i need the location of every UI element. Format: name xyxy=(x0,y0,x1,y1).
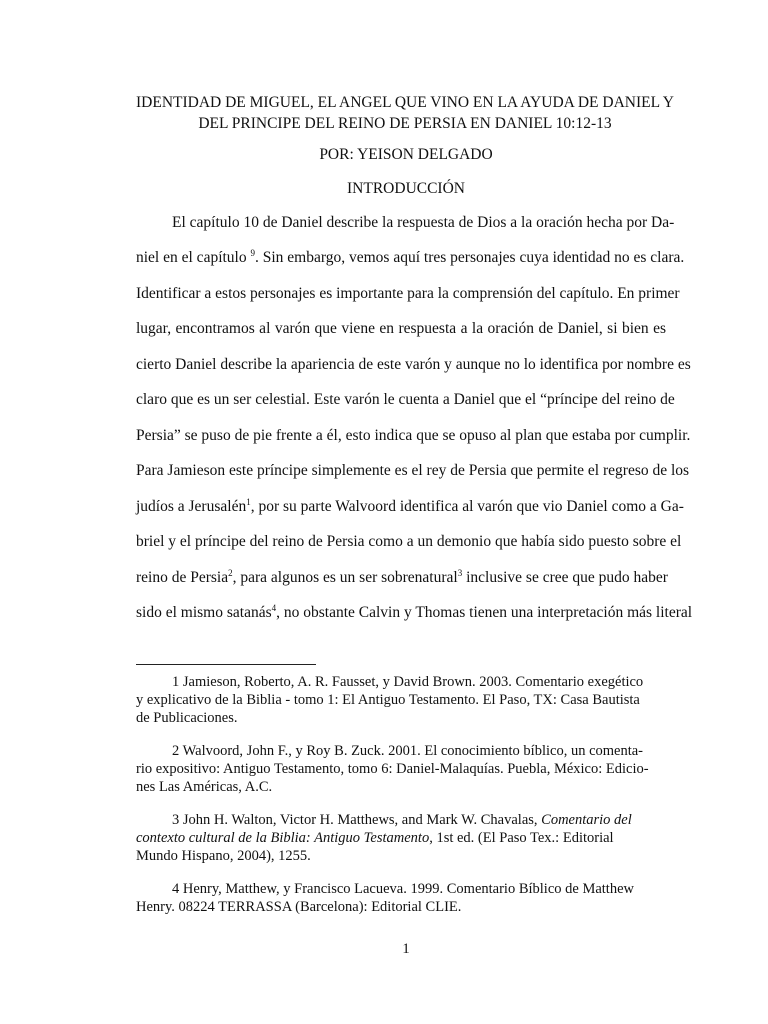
footnote-2 xyxy=(136,742,666,796)
body-line: El capítulo 10 de Daniel describe la respuesta de Dios a la oración hecha por Da- xyxy=(172,214,675,231)
footnote-text: 1 Jamieson, Roberto, A. R. Fausset, y David Brown. 2003. Comentario exegético xyxy=(172,674,644,690)
body-text: , para algunos es un ser sobrenatural xyxy=(232,569,458,586)
footnote-text: Henry. 08224 TERRASSA (Barcelona): Editorial CLIE. xyxy=(136,899,462,915)
title-line: DEL PRINCIPE DEL REINO DE PERSIA EN DANIEL 10:12-13 xyxy=(198,115,612,132)
footnote-text: Mundo Hispano, 2004), 1255. xyxy=(136,848,311,864)
body-line: Persia” se puso de pie frente a él, esto indica que se opuso al plan que estaba por cumplir. xyxy=(136,427,691,444)
footnote-ref: 2 xyxy=(228,568,233,578)
footnote-text: rio expositivo: Antiguo Testamento, tomo 6: Daniel-Malaquías. Puebla, México: Edicio- xyxy=(136,761,649,777)
body-line xyxy=(136,496,684,517)
footnote-separator xyxy=(136,664,316,665)
body-text: niel en el capítulo xyxy=(136,249,251,266)
body-line: briel y el príncipe del reino de Persia como a un demonio que había sido puesto sobre el xyxy=(136,533,682,550)
footnote-text: 4 Henry, Matthew, y Francisco Lacueva. 1999. Comentario Bíblico de Matthew xyxy=(172,881,634,897)
body-line xyxy=(136,247,685,268)
body-line xyxy=(136,602,693,623)
body-line: lugar, encontramos al varón que viene en respuesta a la oración de Daniel, si bien es xyxy=(136,320,666,337)
body-text: , por su parte Walvoord identifica al varón que vio Daniel como a Ga- xyxy=(250,498,684,515)
body-text: inclusive se cree que pudo haber xyxy=(462,569,668,586)
footnote-text: de Publicaciones. xyxy=(136,710,238,726)
body-text: . Sin embargo, vemos aquí tres personajes cuya identidad no es clara. xyxy=(255,249,685,266)
title-line: IDENTIDAD DE MIGUEL, EL ANGEL QUE VINO EN LA AYUDA DE DANIEL Y xyxy=(136,94,674,111)
document-title xyxy=(130,92,680,134)
footnote-italic: Comentario del xyxy=(541,812,632,828)
footnote-ref: 1 xyxy=(246,497,251,507)
footnote-1 xyxy=(136,673,666,727)
body-text: , no obstante Calvin y Thomas tienen una interpretación más literal xyxy=(276,604,693,621)
footnote-text: nes Las Américas, A.C. xyxy=(136,779,273,795)
body-line: claro que es un ser celestial. Este varón le cuenta a Daniel que el “príncipe del reino de xyxy=(136,391,675,408)
body-line xyxy=(136,567,666,588)
author-line: POR: YEISON DELGADO xyxy=(319,146,493,163)
page-number: 1 xyxy=(402,941,410,957)
section-heading: INTRODUCCIÓN xyxy=(347,180,465,197)
body-line: Identificar a estos personajes es importante para la comprensión del capítulo. En primer xyxy=(136,285,680,302)
body-line: cierto Daniel describe la apariencia de este varón y aunque no lo identifica por nombre es xyxy=(136,356,691,373)
footnote-4 xyxy=(136,880,666,916)
footnote-italic: contexto cultural de la Biblia: Antiguo Testamento xyxy=(136,830,430,846)
body-text: sido el mismo satanás xyxy=(136,604,272,621)
footnote-text: 2 Walvoord, John F., y Roy B. Zuck. 2001. El conocimiento bíblico, un comenta- xyxy=(172,743,644,759)
footnote-text: , 1st ed. (El Paso Tex.: Editorial xyxy=(429,830,614,846)
footnote-ref: 4 xyxy=(271,603,277,613)
footnote-3 xyxy=(136,811,666,865)
body-text: reino de Persia xyxy=(136,569,229,586)
footnote-ref: 9 xyxy=(250,248,255,258)
footnote-text: 3 John H. Walton, Victor H. Matthews, and Mark W. Chavalas, xyxy=(172,812,542,828)
footnote-ref: 3 xyxy=(457,568,463,578)
footnote-text: y explicativo de la Biblia - tomo 1: El Antiguo Testamento. El Paso, TX: Casa Bautista xyxy=(136,692,640,708)
body-text: judíos a Jerusalén xyxy=(136,498,247,515)
body-line: Para Jamieson este príncipe simplemente es el rey de Persia que permite el regreso de los xyxy=(136,462,690,479)
